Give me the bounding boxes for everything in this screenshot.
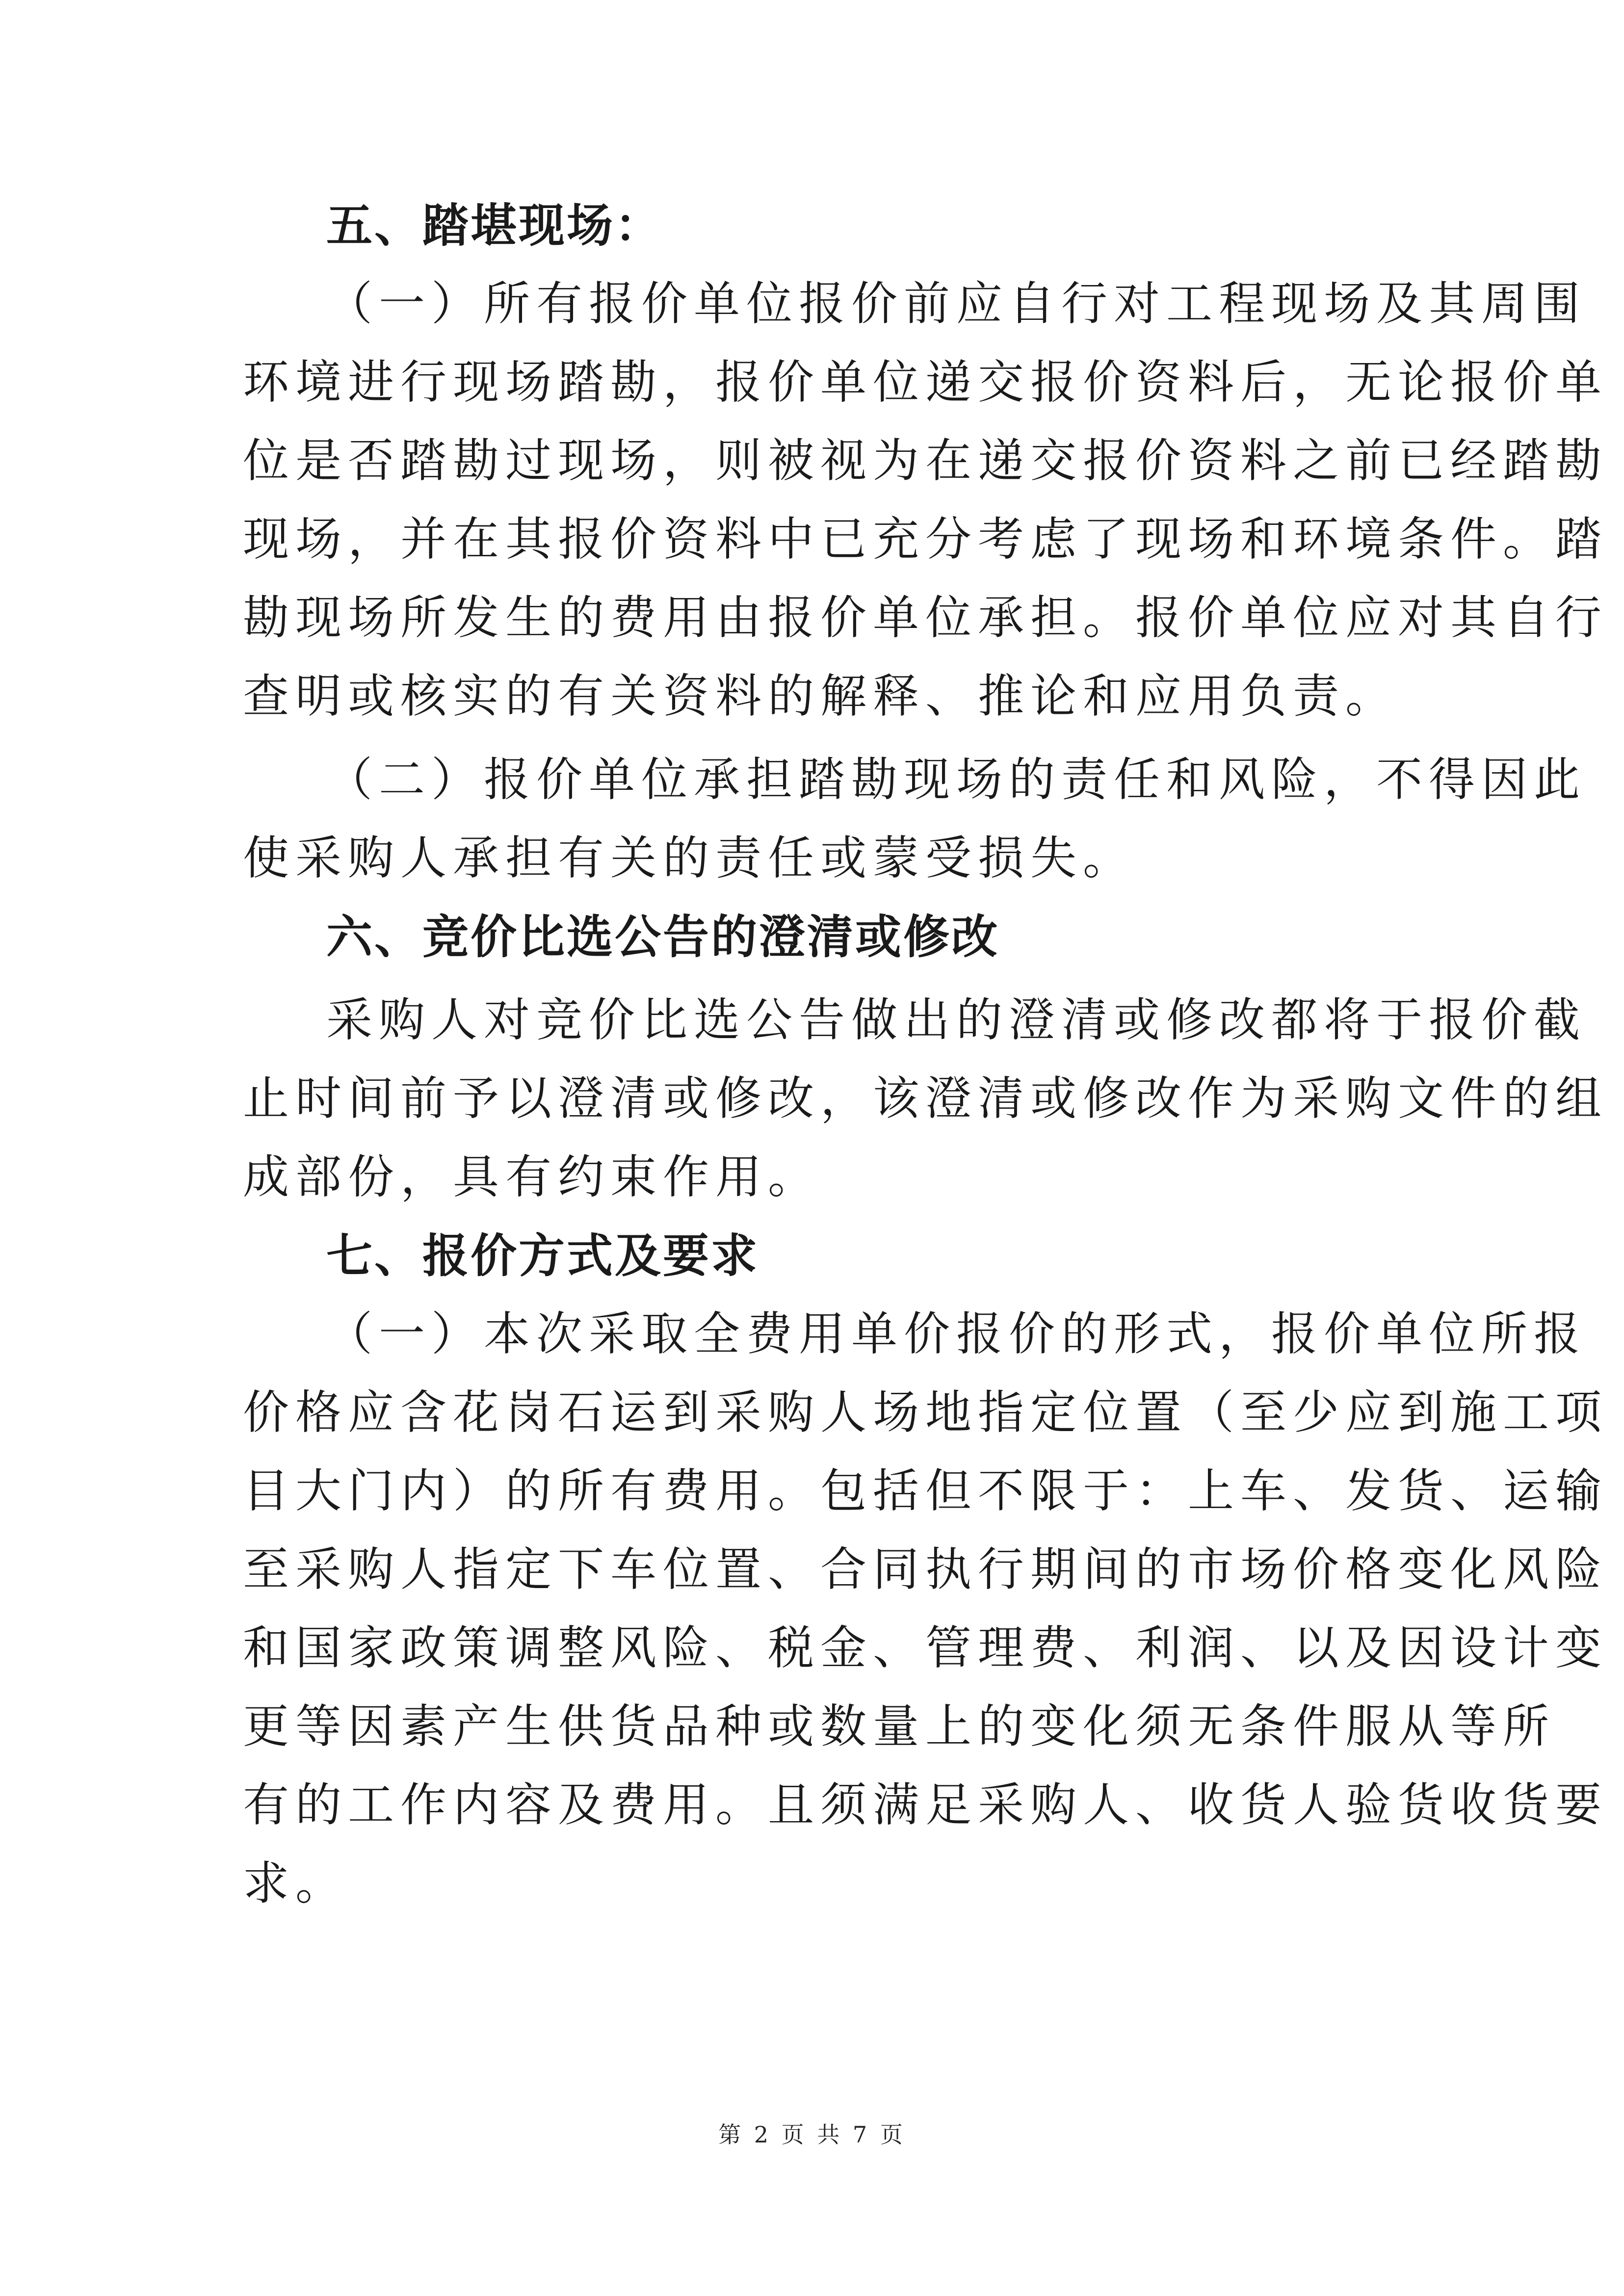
section5-item2-line: （二）报价单位承担踏勘现场的责任和风险，不得因此 (326, 753, 1587, 807)
section5-item1-line: 勘现场所发生的费用由报价单位承担。报价单位应对其自行 (243, 591, 1608, 645)
section5-item1-line: 位是否踏勘过现场，则被视为在递交报价资料之前已经踏勘 (243, 434, 1608, 488)
section7-line: 目大门内）的所有费用。包括但不限于：上车、发货、运输 (243, 1464, 1608, 1518)
section6-line: 成部份，具有约束作用。 (243, 1150, 821, 1204)
section7-line: 更等因素产生供货品种或数量上的变化须无条件服从等所 (243, 1700, 1556, 1753)
section7-line: 求。 (243, 1857, 348, 1910)
section6-heading: 六、竞价比选公告的澄清或修改 (326, 910, 1000, 964)
section7-line: 有的工作内容及费用。且须满足采购人、收货人验货收货要 (243, 1778, 1608, 1832)
section7-line: 至采购人指定下车位置、合同执行期间的市场价格变化风险 (243, 1543, 1608, 1596)
section7-line: 和国家政策调整风险、税金、管理费、利润、以及因设计变 (243, 1621, 1608, 1675)
section7-heading: 七、报价方式及要求 (326, 1229, 760, 1283)
page-number-footer: 第 2 页 共 7 页 (718, 2121, 906, 2148)
section5-item1-line: 环境进行现场踏勘，报价单位递交报价资料后，无论报价单 (243, 356, 1608, 409)
section5-item1-line: 查明或核实的有关资料的解释、推论和应用负责。 (243, 670, 1398, 723)
section6-line: 止时间前予以澄清或修改，该澄清或修改作为采购文件的组 (243, 1072, 1608, 1125)
section7-line: （一）本次采取全费用单价报价的形式，报价单位所报 (326, 1307, 1587, 1361)
section7-line: 价格应含花岗石运到采购人场地指定位置（至少应到施工项 (243, 1386, 1608, 1439)
section5-item2-line: 使采购人承担有关的责任或蒙受损失。 (243, 832, 1136, 885)
section5-item1-line: 现场，并在其报价资料中已充分考虑了现场和环境条件。踏 (243, 513, 1608, 566)
section6-line: 采购人对竞价比选公告做出的澄清或修改都将于报价截 (326, 993, 1587, 1047)
section5-item1-line: （一）所有报价单位报价前应自行对工程现场及其周围 (326, 277, 1587, 331)
section5-heading: 五、踏堪现场： (326, 199, 663, 253)
